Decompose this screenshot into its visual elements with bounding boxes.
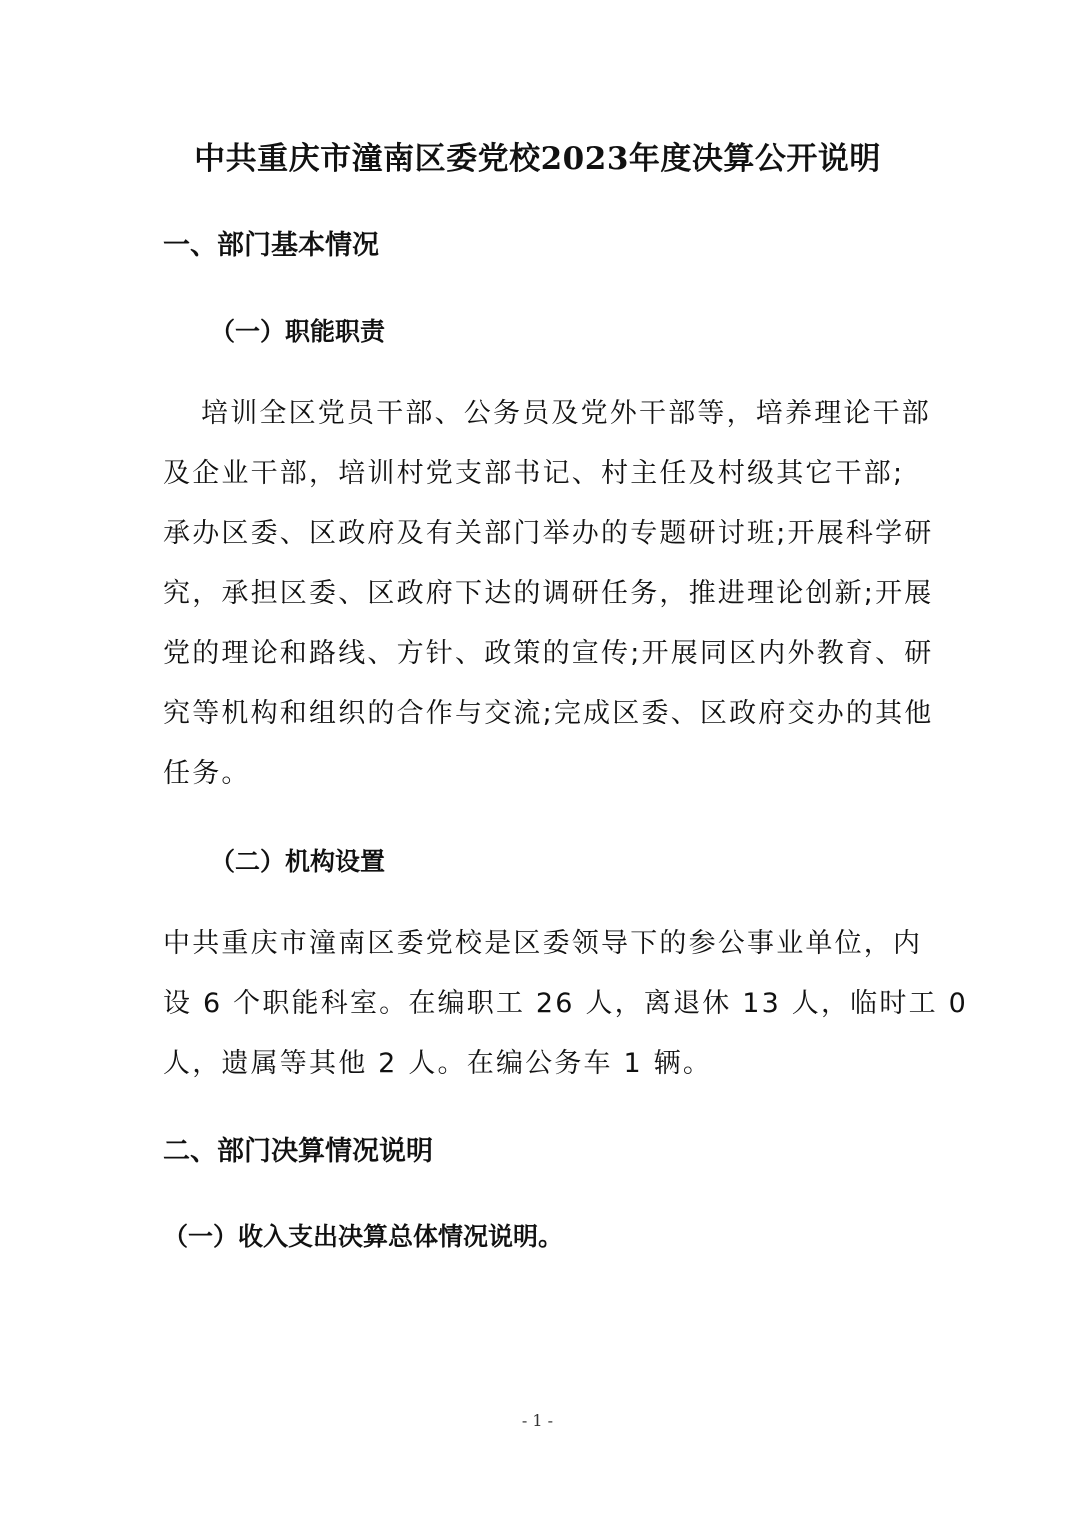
functions-paragraph [163, 384, 934, 804]
section-heading-budget-accounts: 二、部门决算情况说明 [163, 1136, 433, 1167]
organization-paragraph [163, 914, 968, 1094]
paragraph-line: 任务。 [163, 758, 251, 789]
subsection-heading-functions: （一）职能职责 [210, 317, 386, 346]
document-title: 中共重庆市潼南区委党校2023年度决算公开说明 [194, 141, 881, 177]
paragraph-line: 人，遗属等其他 2 人。在编公务车 1 辆。 [163, 1048, 713, 1079]
page-number: - 1 - [521, 1411, 554, 1430]
paragraph-line: 培训全区党员干部、公务员及党外干部等，培养理论干部 [201, 398, 931, 429]
section-heading-basic-info: 一、部门基本情况 [163, 230, 379, 261]
paragraph-line: 承办区委、区政府及有关部门举办的专题研讨班;开展科学研 [163, 518, 934, 549]
paragraph-line: 究等机构和组织的合作与交流;完成区委、区政府交办的其他 [163, 698, 934, 729]
subsection-heading-organization: （二）机构设置 [210, 847, 386, 876]
paragraph-line: 中共重庆市潼南区委党校是区委领导下的参公事业单位，内 [163, 928, 923, 959]
subsection-heading-income-expenditure: （一）收入支出决算总体情况说明。 [163, 1222, 564, 1251]
paragraph-line: 设 6 个职能科室。在编职工 26 人，离退休 13 人，临时工 0 [163, 988, 968, 1019]
paragraph-line: 党的理论和路线、方针、政策的宣传;开展同区内外教育、研 [163, 638, 934, 669]
paragraph-line: 究，承担区委、区政府下达的调研任务，推进理论创新;开展 [163, 578, 934, 609]
paragraph-line: 及企业干部，培训村党支部书记、村主任及村级其它干部; [163, 458, 905, 489]
